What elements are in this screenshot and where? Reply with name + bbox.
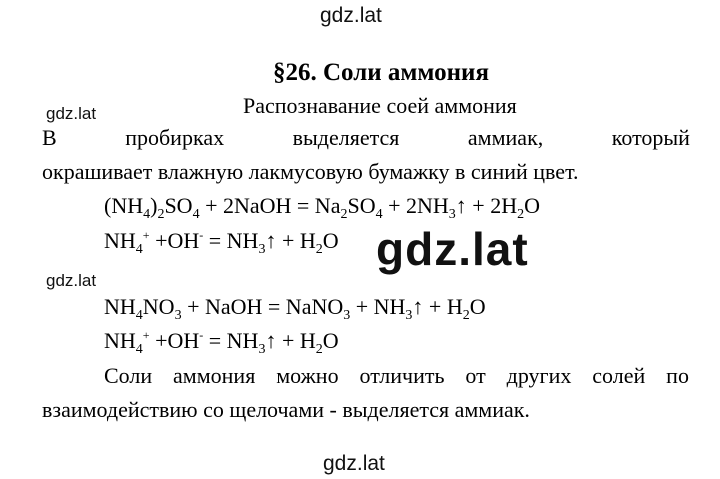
word: по xyxy=(666,363,689,388)
watermark-big: gdz.lat xyxy=(376,223,529,275)
word: солей xyxy=(592,363,646,388)
word: от xyxy=(465,363,486,388)
word: можно xyxy=(276,363,339,388)
watermark-left-2: gdz.lat xyxy=(46,271,97,290)
section-subtitle: Распознавание соей аммония xyxy=(243,93,517,118)
watermark-bottom: gdz.lat xyxy=(323,452,385,475)
word: Соли xyxy=(104,363,153,388)
paragraph-2-line-1 xyxy=(104,365,689,387)
section-title: §26. Соли аммония xyxy=(273,59,489,86)
equation-3: $NH_4NO_3$ + NaOH = NaNO$_3$ + $NH_3↑ + H_2O$ xyxy=(104,294,486,323)
word: аммиак, xyxy=(467,125,544,150)
equation-1: $(NH_4)_2SO_4$ + 2NaOH = $Na_2SO_4$ + $2NH_3↑ + 2H_2O$ xyxy=(104,193,540,222)
watermark-top: gdz.lat xyxy=(320,4,382,27)
paragraph-2-line-2: взаимодействию со щелочами - выделяется аммиак. xyxy=(42,397,530,422)
paragraph-1-line-2: окрашивает влажную лакмусовую бумажку в синий цвет. xyxy=(42,159,579,184)
equation-2: $NH_4^+ +OH^-$ = $NH_3↑ + H_2O$ xyxy=(104,228,339,257)
paragraph-1-line-1 xyxy=(42,127,690,149)
word: пробирках xyxy=(125,125,225,150)
word: выделяется xyxy=(292,125,400,150)
word: других xyxy=(506,363,572,388)
word: аммония xyxy=(173,363,256,388)
word: В xyxy=(42,125,57,150)
word: отличить xyxy=(359,363,445,388)
word: который xyxy=(611,125,690,150)
equation-4: $NH_4^+ +OH^-$ = $NH_3↑ + H_2O$ xyxy=(104,328,339,357)
watermark-left-1: gdz.lat xyxy=(46,104,97,123)
